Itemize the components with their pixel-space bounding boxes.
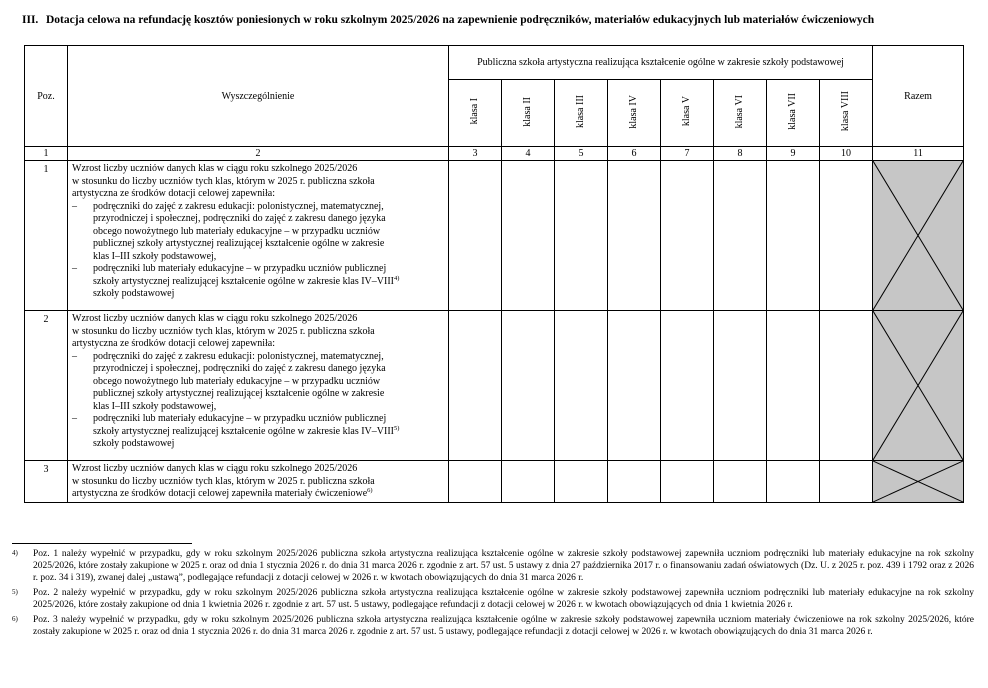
input-cell-klasa-8[interactable] — [820, 461, 873, 503]
klasa-label: klasa VIII — [840, 91, 852, 132]
input-cell-klasa-6[interactable] — [714, 161, 767, 311]
row-lead-line: Wzrost liczby uczniów danych klas w ciągu roku szkolnego 2025/2026 — [72, 313, 358, 324]
input-cell-klasa-3[interactable] — [555, 161, 608, 311]
column-number: 4 — [502, 147, 555, 161]
item-line: szkoły podstawowej — [93, 438, 175, 449]
footnote-ref-5: 5) — [393, 424, 400, 432]
row-poz: 3 — [25, 461, 68, 503]
footnote-5 — [12, 587, 974, 611]
row-item — [72, 413, 444, 451]
input-cell-klasa-3[interactable] — [555, 461, 608, 503]
footnote-text: Poz. 2 należy wypełnić w przypadku, gdy w roku szkolnym 2025/2026 publiczna szkoła artystyczna realizująca kształcenie ogólne w zakresie szkoły podstawowej zapewniła uczniom podręczniki lub materiały edukacyjne na rok szkolny 2025/2026, które zostały zakupione od dnia 1 kwietnia 2026 r. zgodnie z art. 57 ust. 5 ustawy, podlegające refundacji z dotacji celowej w 2026 r. w kwotach obowiązujących od dnia 1 kwietnia 2026 r. — [33, 588, 974, 610]
column-number: 7 — [661, 147, 714, 161]
row-item-list — [72, 201, 444, 301]
header-klasa-8 — [820, 80, 873, 147]
input-cell-klasa-4[interactable] — [608, 161, 661, 311]
column-number: 11 — [873, 147, 964, 161]
input-cell-klasa-5[interactable] — [661, 311, 714, 461]
item-line: podręczniki do zajęć z zakresu edukacji: polonistycznej, matematycznej, — [93, 350, 384, 362]
column-number: 2 — [68, 147, 449, 161]
row-lead-line: artystyczna ze środków dotacji celowej zapewniła: — [72, 338, 275, 349]
input-cell-klasa-4[interactable] — [608, 311, 661, 461]
footnote-ref-4: 4) — [393, 274, 400, 282]
input-cell-klasa-6[interactable] — [714, 311, 767, 461]
header-klasa-6 — [714, 80, 767, 147]
row-description — [68, 461, 449, 503]
item-line-text: szkoły artystycznej realizującej kształcenie ogólne w zakresie klas IV–VIII — [93, 275, 394, 287]
item-line: publicznej szkoły artystycznej realizującej kształcenie ogólne w zakresie — [93, 388, 385, 399]
section-heading — [22, 14, 982, 26]
klasa-label: klasa II — [522, 96, 533, 127]
column-number: 9 — [767, 147, 820, 161]
footnote-6 — [12, 614, 974, 638]
row-lead-line — [72, 488, 444, 501]
input-cell-klasa-1[interactable] — [449, 161, 502, 311]
input-cell-klasa-8[interactable] — [820, 161, 873, 311]
klasa-label: klasa I — [469, 98, 480, 125]
table-row-2 — [25, 311, 964, 461]
row-item — [72, 351, 444, 414]
section-title: Dotacja celowa na refundację kosztów poniesionych w roku szkolnym 2025/2026 na zapewnienie podręczników, materiałów edukacyjnych lub materiałów ćwiczeniowych — [46, 14, 875, 26]
column-number-row — [25, 147, 964, 161]
input-cell-klasa-1[interactable] — [449, 311, 502, 461]
footnote-4 — [12, 548, 974, 584]
item-line: podręczniki lub materiały edukacyjne – w przypadku uczniów publicznej — [93, 263, 387, 274]
header-school-group: Publiczna szkoła artystyczna realizująca kształcenie ogólne w zakresie szkoły podstawowej — [449, 46, 873, 80]
footnote-ref-6: 6) — [367, 487, 373, 494]
table-row-1 — [25, 161, 964, 311]
razem-crossed-cell — [873, 161, 964, 311]
row-item-list — [72, 351, 444, 451]
input-cell-klasa-4[interactable] — [608, 461, 661, 503]
row-item — [72, 201, 444, 264]
row-lead-text: artystyczna ze środków dotacji celowej zapewniła materiały ćwiczeniowe — [72, 488, 368, 499]
item-line-text: szkoły artystycznej realizującej kształcenie ogólne w zakresie klas IV–VIII — [93, 425, 394, 437]
klasa-label: klasa V — [681, 96, 692, 127]
header-klasa-1 — [449, 80, 502, 147]
item-line: obcego nowożytnego lub materiały edukacyjne – w przypadku uczniów — [93, 375, 381, 387]
dash-marker: – — [72, 350, 77, 362]
item-line: podręczniki lub materiały edukacyjne – w przypadku uczniów publicznej — [93, 413, 387, 424]
input-cell-klasa-2[interactable] — [502, 311, 555, 461]
input-cell-klasa-7[interactable] — [767, 161, 820, 311]
footnote-text: Poz. 1 należy wypełnić w przypadku, gdy w roku szkolnym 2025/2026 publiczna szkoła artystyczna realizująca kształcenie ogólne w zakresie szkoły podstawowej zapewniła uczniom podręczniki lub materiały edukacyjne na rok szkolny 2025/2026, które zostały zakupione w 2025 r. oraz od dnia 1 stycznia 2026 r. do dnia 31 marca 2026 r. zgodnie z art. 57 ust. 5 ustawy z dnia 27 października 2017 r. o finansowaniu zadań oświatowych (Dz. U. z 2025 r. poz. 439 i 1792 oraz z 2026 r. poz. 34 i 319), zwanej dalej „ustawą”, podlegające refundacji z dotacji celowej w 2026 r. w kwotach obowiązujących do dnia 31 marca 2026 r. — [33, 549, 974, 583]
row-poz: 2 — [25, 311, 68, 461]
row-poz: 1 — [25, 161, 68, 311]
header-klasa-3 — [555, 80, 608, 147]
dash-marker: – — [72, 200, 77, 212]
footnotes — [12, 548, 974, 641]
row-description — [68, 161, 449, 311]
item-line: szkoły podstawowej — [93, 288, 175, 299]
row-lead-line: artystyczna ze środków dotacji celowej zapewniła: — [72, 188, 275, 199]
table-row-3 — [25, 461, 964, 503]
razem-crossed-cell — [873, 461, 964, 503]
item-line — [93, 426, 444, 439]
column-number: 10 — [820, 147, 873, 161]
footnote-mark: 4) — [12, 549, 18, 557]
column-number: 1 — [25, 147, 68, 161]
input-cell-klasa-7[interactable] — [767, 311, 820, 461]
row-lead-line: w stosunku do liczby uczniów tych klas, którym w 2025 r. publiczna szkoła — [72, 175, 375, 187]
footnote-mark: 6) — [12, 615, 18, 623]
cross-out-mark — [873, 311, 963, 460]
row-lead-line: Wzrost liczby uczniów danych klas w ciągu roku szkolnego 2025/2026 — [72, 463, 358, 474]
header-klasa-4 — [608, 80, 661, 147]
item-line — [93, 276, 444, 289]
klasa-label: klasa IV — [628, 94, 639, 129]
column-number: 8 — [714, 147, 767, 161]
klasa-label: klasa VI — [734, 94, 745, 129]
row-lead-line: w stosunku do liczby uczniów tych klas, którym w 2025 r. publiczna szkoła — [72, 325, 375, 337]
header-wyszczegolnienie: Wyszczególnienie — [68, 46, 449, 147]
klasa-label: klasa III — [575, 94, 586, 129]
item-line: przyrodniczej i społecznej, podręczniki do zajęć z zakresu danego języka — [93, 363, 386, 374]
input-cell-klasa-5[interactable] — [661, 461, 714, 503]
item-line: klas I–III szkoły podstawowej, — [93, 250, 217, 262]
input-cell-klasa-2[interactable] — [502, 161, 555, 311]
input-cell-klasa-3[interactable] — [555, 311, 608, 461]
footnote-text: Poz. 3 należy wypełnić w przypadku, gdy w roku szkolnym 2025/2026 publiczna szkoła artystyczna realizująca kształcenie ogólne w zakresie szkoły podstawowej zapewniła uczniom materiały ćwiczeniowe na rok szkolny 2025/2026, które zostały zakupione w 2025 r. oraz od dnia 1 stycznia 2026 r. do dnia 31 marca 2026 r. zgodnie z art. 57 ust. 5 ustawy, podlegające refundacji z dotacji celowej w 2026 r. w kwotach obowiązujących do dnia 31 marca 2026 r. — [33, 615, 974, 637]
column-number: 3 — [449, 147, 502, 161]
header-klasa-2 — [502, 80, 555, 147]
footnote-mark: 5) — [12, 588, 18, 596]
footnote-separator — [12, 543, 192, 544]
header-poz: Poz. — [25, 46, 68, 147]
input-cell-klasa-1[interactable] — [449, 461, 502, 503]
row-lead-line: Wzrost liczby uczniów danych klas w ciągu roku szkolnego 2025/2026 — [72, 163, 358, 174]
item-line: obcego nowożytnego lub materiały edukacyjne – w przypadku uczniów — [93, 225, 381, 237]
klasa-label: klasa VII — [787, 93, 798, 130]
item-line: podręczniki do zajęć z zakresu edukacji: polonistycznej, matematycznej, — [93, 200, 384, 212]
header-row-top — [25, 46, 964, 80]
cross-out-mark — [873, 461, 963, 502]
header-razem: Razem — [873, 46, 964, 147]
item-line: przyrodniczej i społecznej, podręczniki do zajęć z zakresu danego języka — [93, 213, 386, 224]
refund-table — [24, 45, 964, 503]
item-line: klas I–III szkoły podstawowej, — [93, 400, 217, 412]
cross-out-mark — [873, 161, 963, 310]
row-description — [68, 311, 449, 461]
column-number: 6 — [608, 147, 661, 161]
input-cell-klasa-6[interactable] — [714, 461, 767, 503]
column-number: 5 — [555, 147, 608, 161]
row-lead-line: w stosunku do liczby uczniów tych klas, którym w 2025 r. publiczna szkoła — [72, 475, 375, 487]
dash-marker: – — [72, 263, 77, 274]
header-klasa-7 — [767, 80, 820, 147]
header-klasa-5 — [661, 80, 714, 147]
input-cell-klasa-8[interactable] — [820, 311, 873, 461]
input-cell-klasa-5[interactable] — [661, 161, 714, 311]
dash-marker: – — [72, 413, 77, 424]
item-line: publicznej szkoły artystycznej realizującej kształcenie ogólne w zakresie — [93, 238, 385, 249]
input-cell-klasa-2[interactable] — [502, 461, 555, 503]
razem-crossed-cell — [873, 311, 964, 461]
input-cell-klasa-7[interactable] — [767, 461, 820, 503]
section-number: III. — [22, 14, 39, 26]
row-item — [72, 263, 444, 301]
